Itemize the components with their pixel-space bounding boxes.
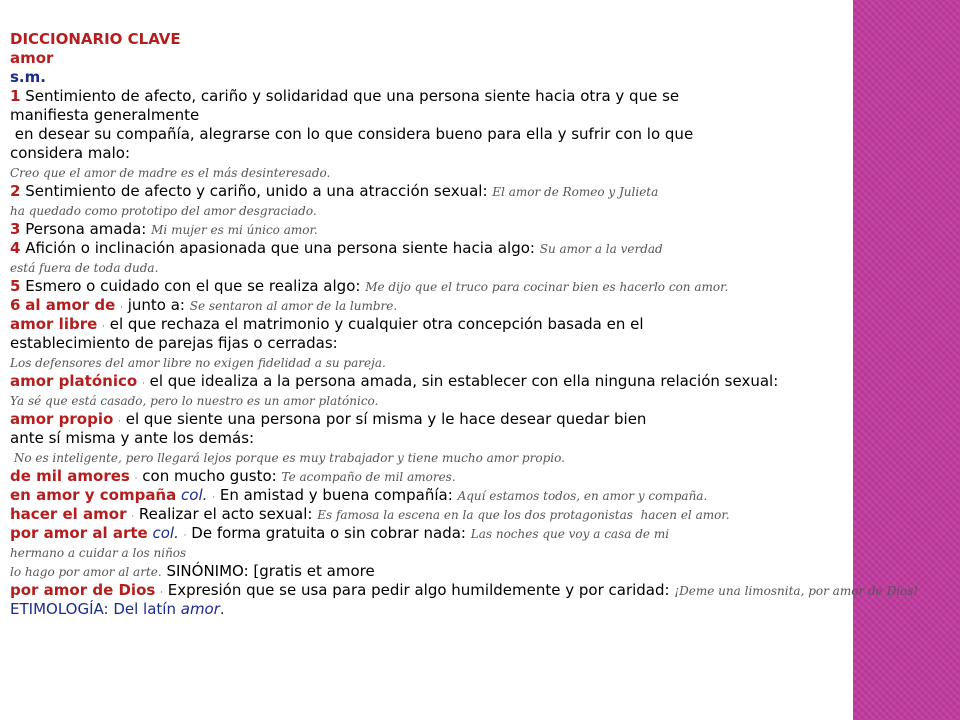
separator-dot: ·: [212, 493, 216, 503]
etymology-text: Del latín: [113, 600, 176, 618]
phrase-example: ¡Deme una limosnita, por amor de Dios!: [674, 584, 919, 598]
sense-6: [10, 296, 863, 315]
separator-dot: ·: [131, 512, 135, 522]
phrase-amor-libre-cont: establecimiento de parejas fijas o cerradas:: [10, 334, 338, 352]
sense-2-example-cont: ha quedado como prototipo del amor desgraciado.: [10, 204, 317, 218]
phrase-example: Las noches que voy a casa de mi: [470, 527, 670, 541]
dictionary-heading: DICCIONARIO CLAVE: [10, 30, 181, 48]
separator-dot: ·: [102, 322, 105, 332]
grammatical-category: s.m.: [10, 68, 46, 86]
separator-dot: ·: [118, 417, 121, 427]
phrase: amor platónico: [10, 372, 138, 390]
phrase-example: Es famosa la escena en la que los dos protagonistas hacen el amor.: [317, 508, 730, 522]
sense-number: 4: [10, 239, 21, 257]
phrase: de mil amores: [10, 467, 130, 485]
sense-text: junto a:: [127, 296, 185, 314]
phrase-por-amor-al-arte-example-cont: hermano a cuidar a los niños: [10, 546, 187, 560]
headword: amor: [10, 49, 54, 67]
sense-1-line-4: considera malo:: [10, 144, 130, 162]
etymology-word: amor: [180, 600, 220, 618]
sense-4-example-cont: está fuera de toda duda.: [10, 261, 159, 275]
sense-5: [10, 277, 863, 296]
phrase-amor-propio: [10, 410, 863, 429]
phrase: por amor de Dios: [10, 581, 156, 599]
sense-example: Me dijo que el truco para cocinar bien es hacerlo con amor.: [365, 280, 729, 294]
sense-example: Se sentaron al amor de la lumbre.: [189, 299, 398, 313]
sense-text: Sentimiento de afecto, cariño y solidaridad que una persona siente hacia otra y que se: [25, 87, 680, 105]
sense-number: 1: [10, 87, 21, 105]
sense-2: [10, 182, 863, 201]
phrase-definition: el que siente una persona por sí misma y le hace desear quedar bien: [125, 410, 647, 428]
phrase-amor-propio-cont: ante sí misma y ante los demás:: [10, 429, 255, 447]
phrase: al amor de: [25, 296, 116, 314]
phrase-definition: el que idealiza a la persona amada, sin establecer con ella ninguna relación sexual:: [149, 372, 779, 390]
phrase: en amor y compaña: [10, 486, 177, 504]
sense-example: Mi mujer es mi único amor.: [151, 223, 318, 237]
dictionary-entry: [10, 30, 919, 720]
phrase-definition: Expresión que se usa para pedir algo humildemente y por caridad:: [167, 581, 670, 599]
phrase-por-amor-al-arte: [10, 524, 863, 543]
sense-1-line-2: manifiesta generalmente: [10, 106, 200, 124]
phrase: hacer el amor: [10, 505, 127, 523]
etymology: ETIMOLOGÍA: Del latín amor.: [10, 600, 225, 618]
register-label: col.: [181, 486, 208, 504]
phrase-definition: Realizar el acto sexual:: [138, 505, 313, 523]
synonym: SINÓNIMO: [gratis et amore: [166, 562, 375, 580]
sense-number: 3: [10, 220, 21, 238]
sense-number: 6: [10, 296, 21, 314]
separator-dot: ·: [134, 474, 138, 484]
phrase: amor propio: [10, 410, 114, 428]
phrase-en-amor-y-compana: [10, 486, 863, 505]
phrase-hacer-el-amor: [10, 505, 863, 524]
phrase-definition: En amistad y buena compañía:: [219, 486, 453, 504]
phrase-definition: De forma gratuita o sin cobrar nada:: [191, 524, 466, 542]
phrase-definition: con mucho gusto:: [142, 467, 277, 485]
sense-number: 5: [10, 277, 21, 295]
phrase-por-amor-al-arte-example-end: lo hago por amor al arte. SINÓNIMO: [gratis et amore: [10, 562, 375, 580]
sense-1-example: Creo que el amor de madre es el más desinteresado.: [10, 166, 331, 180]
etymology-label: ETIMOLOGÍA:: [10, 600, 109, 618]
sense-1-line-3: en desear su compañía, alegrarse con lo que considera bueno para ella y sufrir con lo que: [10, 125, 694, 143]
sense-text: Persona amada:: [25, 220, 147, 238]
sense-text: Esmero o cuidado con el que se realiza algo:: [25, 277, 361, 295]
separator-dot: ·: [160, 588, 163, 598]
phrase-amor-libre-example: Los defensores del amor libre no exigen fidelidad a su pareja.: [10, 356, 386, 370]
sense-1-line-1: [10, 87, 863, 106]
phrase-amor-libre: [10, 315, 863, 334]
decorative-sidebar: [853, 0, 960, 720]
phrase-por-amor-de-dios: [10, 581, 919, 600]
separator-dot: ·: [141, 379, 145, 389]
sense-4: [10, 239, 863, 258]
phrase-example: Te acompaño de mil amores.: [281, 470, 456, 484]
sense-text: Sentimiento de afecto y cariño, unido a una atracción sexual:: [25, 182, 488, 200]
phrase-example: Aquí estamos todos, en amor y compaña.: [457, 489, 708, 503]
register-label: col.: [152, 524, 179, 542]
sense-text: Afición o inclinación apasionada que una persona siente hacia algo:: [25, 239, 535, 257]
phrase-amor-propio-example: No es inteligente, pero llegará lejos porque es muy trabajador y tiene mucho amor propio.: [10, 451, 565, 465]
phrase-amor-platonico: [10, 372, 863, 391]
sense-example: El amor de Romeo y Julieta: [492, 185, 659, 199]
phrase-de-mil-amores: [10, 467, 863, 486]
phrase-amor-platonico-example: Ya sé que está casado, pero lo nuestro es un amor platónico.: [10, 394, 379, 408]
sense-example: Su amor a la verdad: [539, 242, 663, 256]
separator-dot: ·: [120, 303, 123, 313]
phrase-definition: el que rechaza el matrimonio y cualquier otra concepción basada en el: [109, 315, 644, 333]
phrase: amor libre: [10, 315, 98, 333]
phrase: por amor al arte: [10, 524, 148, 542]
separator-dot: ·: [183, 531, 187, 541]
sense-number: 2: [10, 182, 21, 200]
sense-3: [10, 220, 863, 239]
